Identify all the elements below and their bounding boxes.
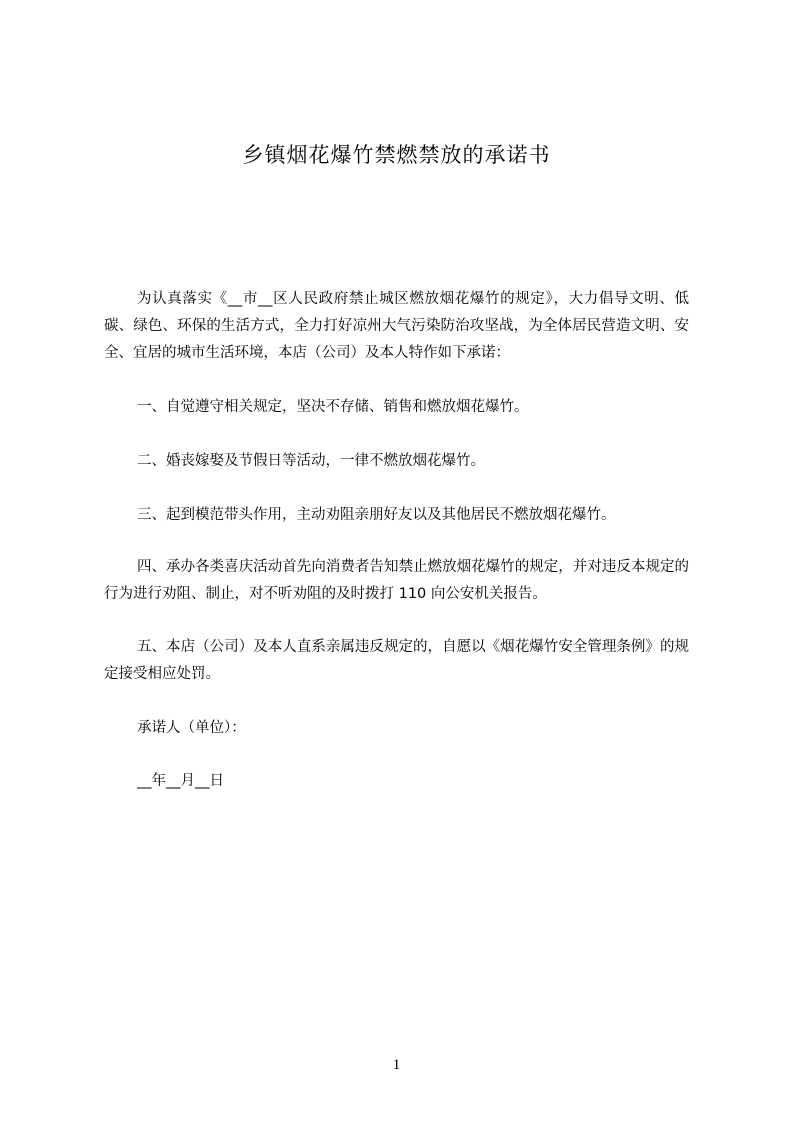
- intro-paragraph: 为认真落实《__市__区人民政府禁止城区燃放烟花爆竹的规定》，大力倡导文明、低碳、绿色、环保的生活方式，全力打好凉州大气污染防治攻坚战，为全体居民营造文明、安全、宜居的城市生活环境，本店（公司）及本人特作如下承诺：: [104, 291, 689, 361]
- pledge-item-2: 二、婚丧嫁娶及节假日等活动，一律不燃放烟花爆竹。: [137, 453, 485, 469]
- page-number: 1: [392, 1057, 401, 1073]
- pledge-item-4: 四、承办各类喜庆活动首先向消费者告知禁止燃放烟花爆竹的规定，并对违反本规定的行为进行劝阻、制止，对不听劝阻的及时拨打 110 向公安机关报告。: [104, 559, 689, 602]
- page-title: 乡镇烟花爆竹禁燃禁放的承诺书: [242, 143, 551, 167]
- signatory-label: 承诺人（单位）：: [137, 720, 246, 736]
- date-line: __年__月__日: [137, 773, 224, 789]
- pledge-item-5: 五、本店（公司）及本人直系亲属违反规定的，自愿以《烟花爆竹安全管理条例》的规定接受相应处罚。: [104, 639, 689, 682]
- pledge-item-3: 三、起到模范带头作用，主动劝阻亲朋好友以及其他居民不燃放烟花爆竹。: [137, 507, 616, 523]
- pledge-item-1: 一、自觉遵守相关规定，坚决不存储、销售和燃放烟花爆竹。: [137, 399, 529, 415]
